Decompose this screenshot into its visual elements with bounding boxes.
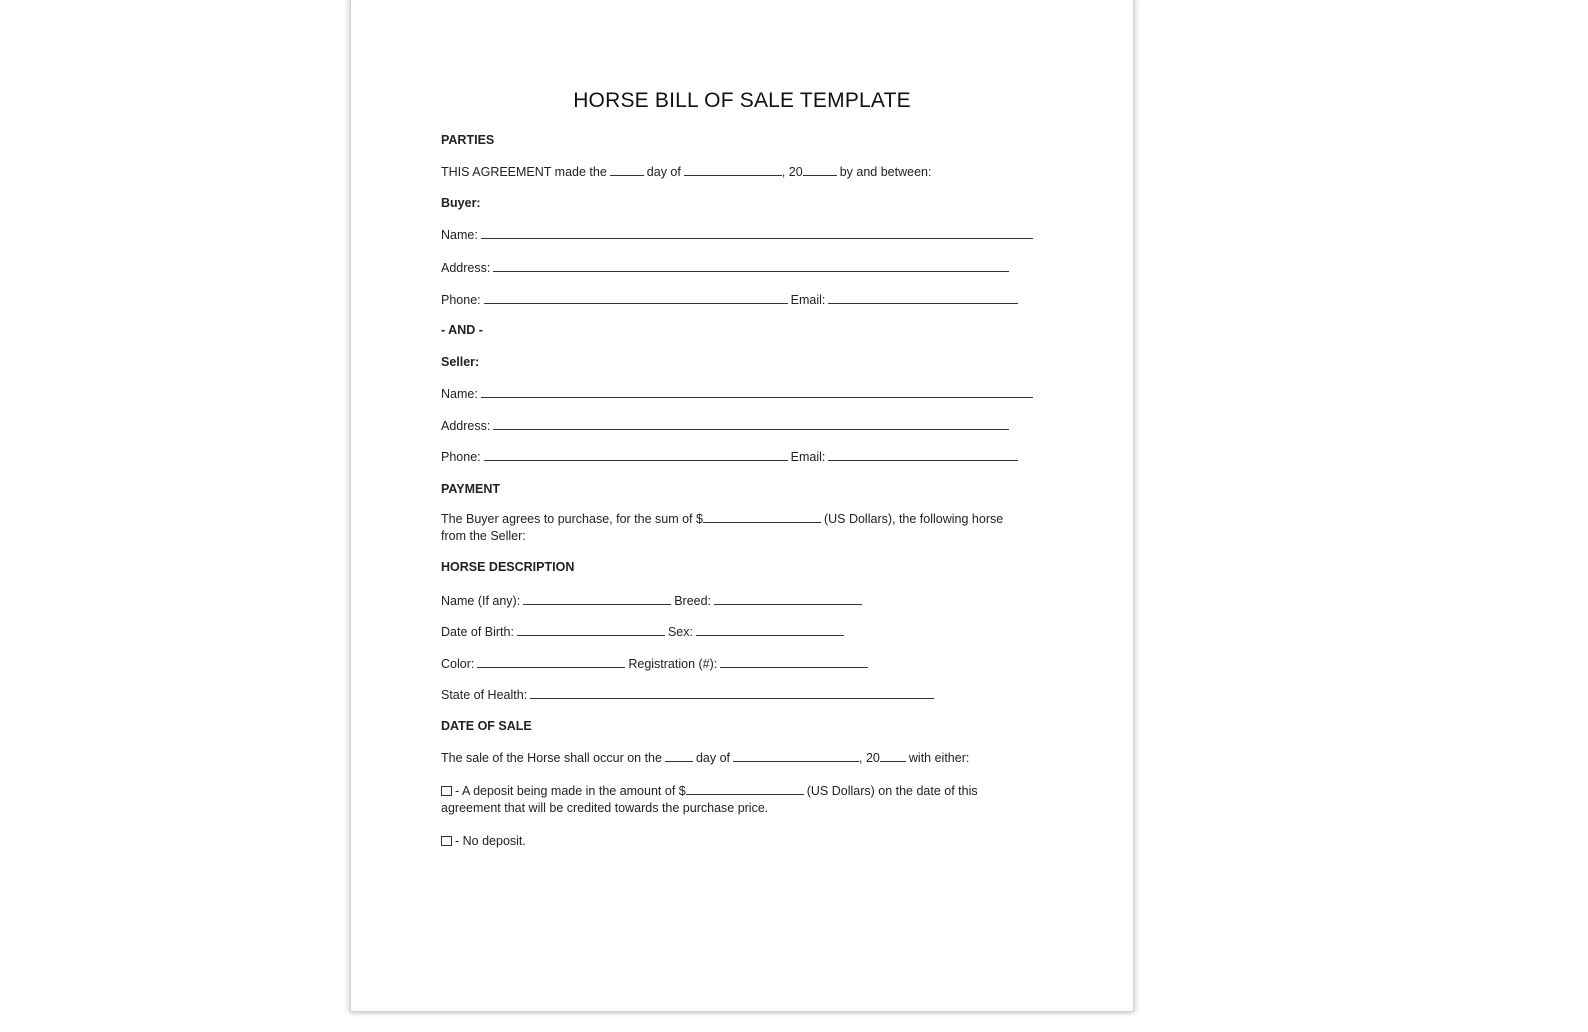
year-blank[interactable] <box>803 164 837 176</box>
buyer-address-line <box>441 260 1012 276</box>
seller-phone-label: Phone: <box>441 450 481 464</box>
horse-sex-label: Sex: <box>667 625 693 639</box>
payment-amount-field[interactable] <box>703 511 821 523</box>
deposit-option <box>441 783 1011 817</box>
and-separator: - AND - <box>441 323 483 337</box>
agreement-text: by and between: <box>839 165 932 179</box>
payment-text <box>441 511 1031 545</box>
deposit-amount-field[interactable] <box>686 783 804 795</box>
agreement-text: day of <box>646 165 681 179</box>
deposit-text-a: - A deposit being made in the amount of $ <box>455 784 686 798</box>
horse-health-label: State of Health: <box>441 688 528 702</box>
agreement-line <box>441 164 931 180</box>
sale-date-text: , 20 <box>859 751 880 765</box>
horse-sex-field[interactable] <box>696 624 844 636</box>
agreement-text: THIS AGREEMENT made the <box>441 165 607 179</box>
sale-year-field[interactable] <box>880 750 906 762</box>
seller-address-line <box>441 418 1012 434</box>
payment-heading: PAYMENT <box>441 482 501 496</box>
seller-name-line <box>441 386 1036 402</box>
day-blank[interactable] <box>610 164 644 176</box>
agreement-text: , 20 <box>781 165 803 179</box>
date-of-sale-heading: DATE OF SALE <box>441 719 532 733</box>
buyer-name-field[interactable] <box>481 227 1033 239</box>
seller-email-field[interactable] <box>828 449 1018 461</box>
horse-description-heading: HORSE DESCRIPTION <box>441 560 575 574</box>
document-page <box>350 0 1134 1012</box>
no-deposit-checkbox[interactable] <box>441 836 452 846</box>
parties-heading: PARTIES <box>441 133 495 147</box>
horse-health-line <box>441 687 937 703</box>
payment-text-b: (US Dollars), the following horse from the Seller: <box>441 512 1004 543</box>
horse-registration-label: Registration (#): <box>628 657 718 671</box>
sale-date-line <box>441 750 969 766</box>
horse-breed-field[interactable] <box>714 593 862 605</box>
buyer-name-label: Name: <box>441 228 478 242</box>
buyer-phone-label: Phone: <box>441 293 481 307</box>
horse-dob-line <box>441 624 847 640</box>
buyer-email-field[interactable] <box>828 292 1018 304</box>
buyer-heading: Buyer: <box>441 196 481 210</box>
buyer-phone-field[interactable] <box>484 292 788 304</box>
seller-heading: Seller: <box>441 355 480 369</box>
seller-address-field[interactable] <box>493 418 1009 430</box>
sale-date-text: The sale of the Horse shall occur on the <box>441 751 662 765</box>
horse-color-line <box>441 656 871 672</box>
buyer-name-line <box>441 227 1036 243</box>
buyer-contact-line <box>441 292 1021 308</box>
payment-text-a: The Buyer agrees to purchase, for the sum of $ <box>441 512 703 526</box>
sale-day-field[interactable] <box>665 750 693 762</box>
month-blank[interactable] <box>684 164 782 176</box>
sale-date-text: with either: <box>908 751 970 765</box>
deposit-checkbox[interactable] <box>441 786 452 796</box>
horse-health-field[interactable] <box>530 687 934 699</box>
seller-email-label: Email: <box>790 450 826 464</box>
seller-name-label: Name: <box>441 387 478 401</box>
horse-color-label: Color: <box>441 657 475 671</box>
horse-dob-label: Date of Birth: <box>441 625 514 639</box>
deposit-text-b: (US Dollars) on the date of this agreement that will be credited towards the purchase price. <box>441 784 978 815</box>
seller-address-label: Address: <box>441 419 491 433</box>
no-deposit-option <box>441 834 526 849</box>
horse-registration-field[interactable] <box>720 656 868 668</box>
horse-name-label: Name (If any): <box>441 594 521 608</box>
seller-phone-field[interactable] <box>484 449 788 461</box>
seller-contact-line <box>441 449 1021 465</box>
sale-month-field[interactable] <box>733 750 859 762</box>
sale-date-text: day of <box>695 751 731 765</box>
buyer-address-label: Address: <box>441 261 491 275</box>
seller-name-field[interactable] <box>481 386 1033 398</box>
no-deposit-text: - No deposit. <box>455 834 526 848</box>
document-title: HORSE BILL OF SALE TEMPLATE <box>573 89 911 112</box>
buyer-address-field[interactable] <box>493 260 1009 272</box>
horse-dob-field[interactable] <box>517 624 665 636</box>
horse-color-field[interactable] <box>477 656 625 668</box>
horse-name-line <box>441 593 865 609</box>
horse-breed-label: Breed: <box>674 594 712 608</box>
horse-name-field[interactable] <box>523 593 671 605</box>
buyer-email-label: Email: <box>790 293 826 307</box>
